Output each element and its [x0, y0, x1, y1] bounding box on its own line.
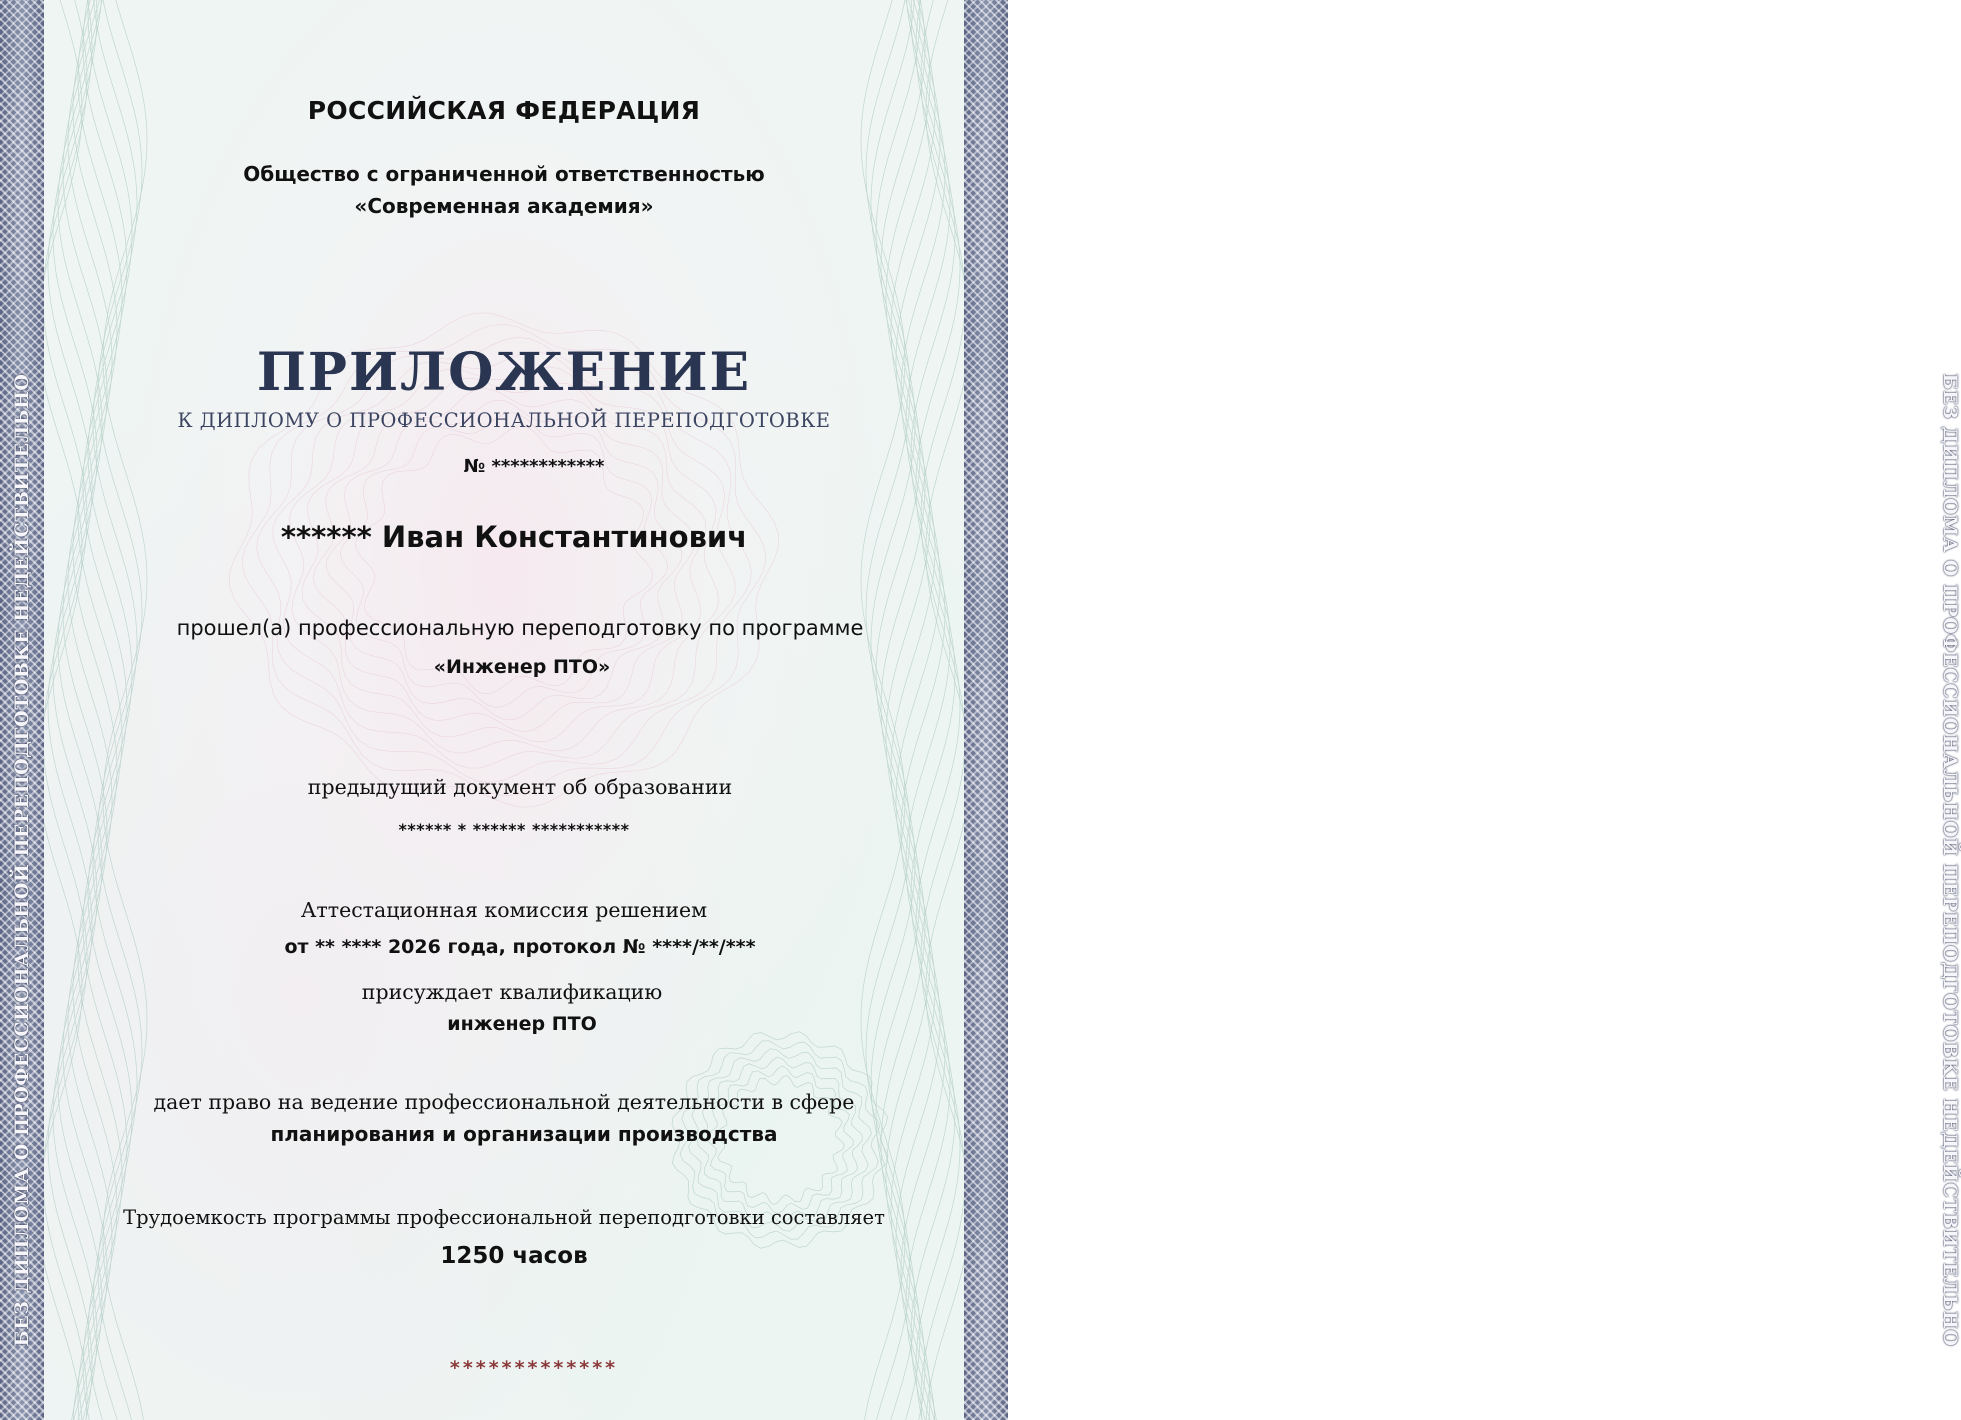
workload-hours: 1250 часов — [440, 1243, 588, 1269]
activity-sphere: планирования и организации производства — [270, 1122, 778, 1146]
organization-name: «Современная академия» — [354, 194, 654, 218]
organization-type: Общество с ограниченной ответственностью — [243, 162, 765, 186]
commission-text: Аттестационная комиссия решением — [300, 898, 708, 922]
passed-text: прошел(а) профессиональную переподготовку по программе — [176, 616, 864, 640]
document-title: ПРИЛОЖЕНИЕ — [256, 342, 752, 403]
previous-document-value: ****** * ****** *********** — [398, 820, 630, 839]
footer-stars: ************* — [449, 1357, 619, 1379]
country-heading: РОССИЙСКАЯ ФЕДЕРАЦИЯ — [307, 96, 701, 125]
workload-text: Трудоемкость программы профессиональной переподготовки составляет — [123, 1206, 885, 1229]
left-border-text: БЕЗ ДИПЛОМА О ПРОФЕССИОНАЛЬНОЙ ПЕРЕПОДГОТОВКЕ НЕДЕЙСТВИТЕЛЬНО — [11, 373, 33, 1347]
holder-full-name: ****** Иван Константинович — [280, 520, 748, 554]
decision-details: от ** **** 2026 года, протокол № ****/**/*** — [284, 936, 756, 958]
previous-document-label: предыдущий документ об образовании — [307, 775, 733, 799]
document-subtitle: К ДИПЛОМУ О ПРОФЕССИОНАЛЬНОЙ ПЕРЕПОДГОТОВКЕ — [177, 409, 831, 432]
program-name: «Инженер ПТО» — [433, 656, 611, 678]
qualification-value: инженер ПТО — [447, 1013, 597, 1035]
document-number: № ************ — [463, 456, 605, 477]
rights-text: дает право на ведение профессиональной деятельности в сфере — [153, 1090, 855, 1114]
right-border-text: БЕЗ ДИПЛОМА О ПРОФЕССИОНАЛЬНОЙ ПЕРЕПОДГОТОВКЕ НЕДЕЙСТВИТЕЛЬНО — [1939, 373, 1961, 1347]
awards-text: присуждает квалификацию — [361, 980, 663, 1004]
